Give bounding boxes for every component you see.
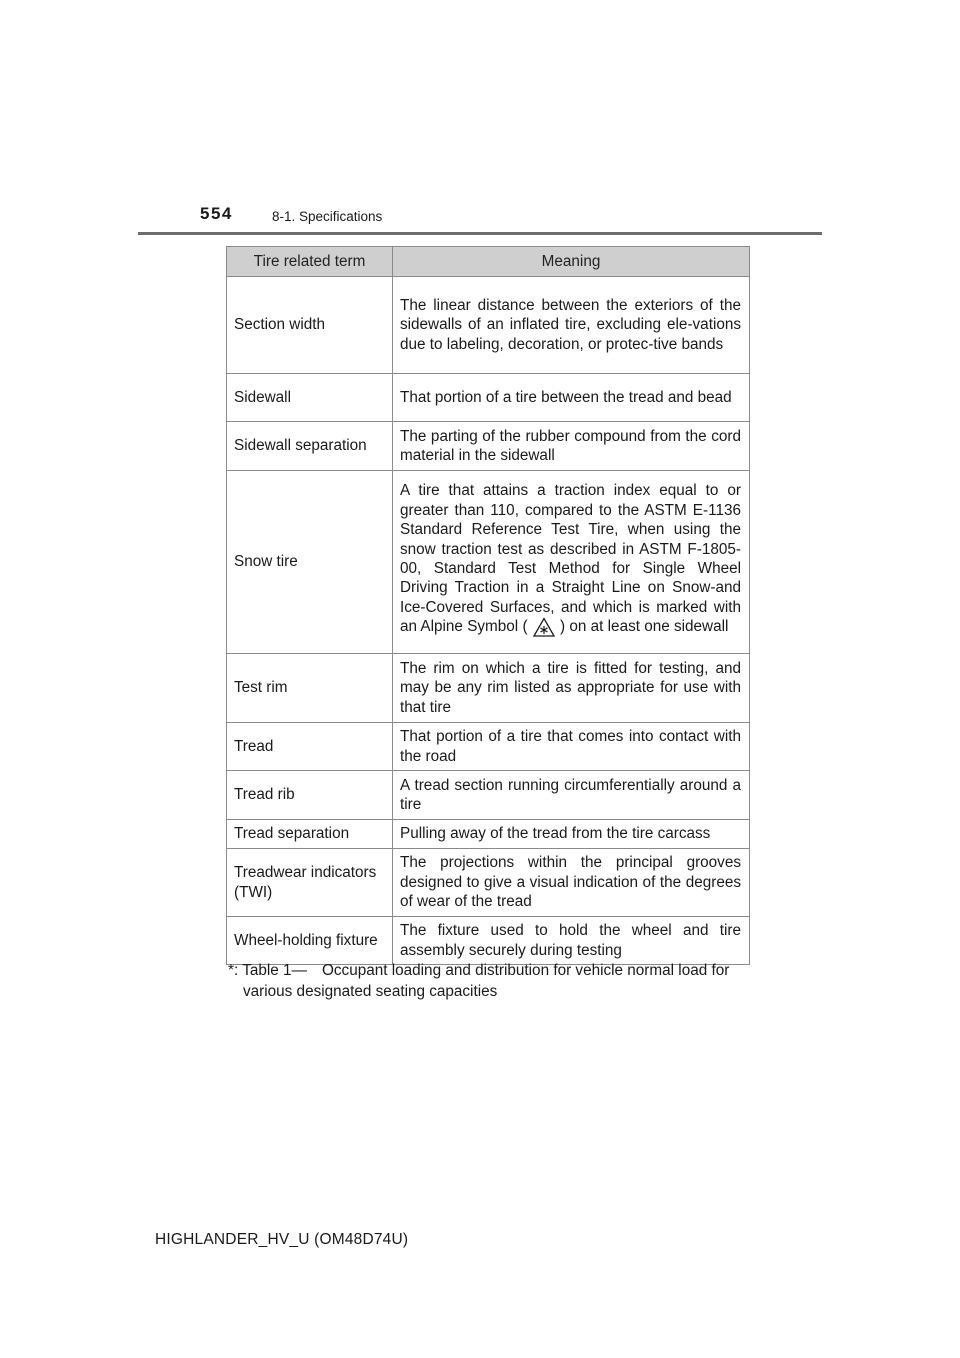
term-cell: Section width [227,277,393,374]
meaning-cell: The fixture used to hold the wheel and tire assembly securely during testing [393,917,750,965]
document-id: HIGHLANDER_HV_U (OM48D74U) [155,1231,409,1248]
table-row [227,917,750,965]
term-cell: Test rim [227,654,393,723]
meaning-cell: A tread section running circumferentially around a tire [393,771,750,820]
column-header-term: Tire related term [227,247,393,277]
table-row [227,820,750,849]
meaning-cell: Pulling away of the tread from the tire carcass [393,820,750,849]
table-row [227,849,750,917]
table-row [227,471,750,654]
meaning-cell: The projections within the principal grooves designed to give a visual indication of the degrees of wear of the tread [393,849,750,917]
tire-terms-table [226,246,750,965]
term-cell: Sidewall separation [227,422,393,471]
footnote-marker: *: [228,962,239,979]
footnote-dash: — [291,962,307,979]
term-cell: Tread separation [227,820,393,849]
meaning-cell: That portion of a tire between the tread and bead [393,374,750,422]
term-cell: Tread [227,723,393,771]
table-row [227,771,750,820]
section-title: 8-1. Specifications [272,209,383,224]
table-row [227,654,750,723]
footnote [228,961,765,1002]
meaning-cell: The rim on which a tire is fitted for testing, and may be any rim listed as appropriate for use with that tire [393,654,750,723]
page-number: 554 [200,204,233,223]
meaning-cell [393,471,750,654]
term-cell: Tread rib [227,771,393,820]
meaning-cell: The linear distance between the exteriors of the sidewalls of an inflated tire, excluding ele-vations due to labeling, decoration, or protec-tive bands [393,277,750,374]
footnote-text: Occupant loading and distribution for vehicle normal load for various designated seating capacities [243,962,730,1000]
meaning-cell: That portion of a tire that comes into contact with the road [393,723,750,771]
term-cell: Treadwear indicators (TWI) [227,849,393,917]
term-cell: Wheel-holding fixture [227,917,393,965]
meaning-cell: The parting of the rubber compound from the cord material in the sidewall [393,422,750,471]
column-header-meaning: Meaning [393,247,750,277]
table-row [227,723,750,771]
table-row [227,374,750,422]
alpine-symbol-icon [533,617,555,642]
footnote-prefix: Table 1 [242,962,292,979]
header-divider [138,232,822,235]
table-row [227,277,750,374]
term-cell: Sidewall [227,374,393,422]
table-row [227,422,750,471]
table-header-row [227,247,750,277]
meaning-text: A tire that attains a traction index equal to or greater than 110, compared to the ASTM E-1136 Standard Reference Test Tire, when using the snow traction test as described in ASTM F-1805-00, Standard Test Method for Single Wheel Driving Traction in a Straight Line on Snow-and Ice-Covered Surfaces, and which is marked with an Alpine Symbol ( [400,482,741,636]
meaning-text-end: ) on at least one sidewall [560,618,729,636]
term-cell: Snow tire [227,471,393,654]
